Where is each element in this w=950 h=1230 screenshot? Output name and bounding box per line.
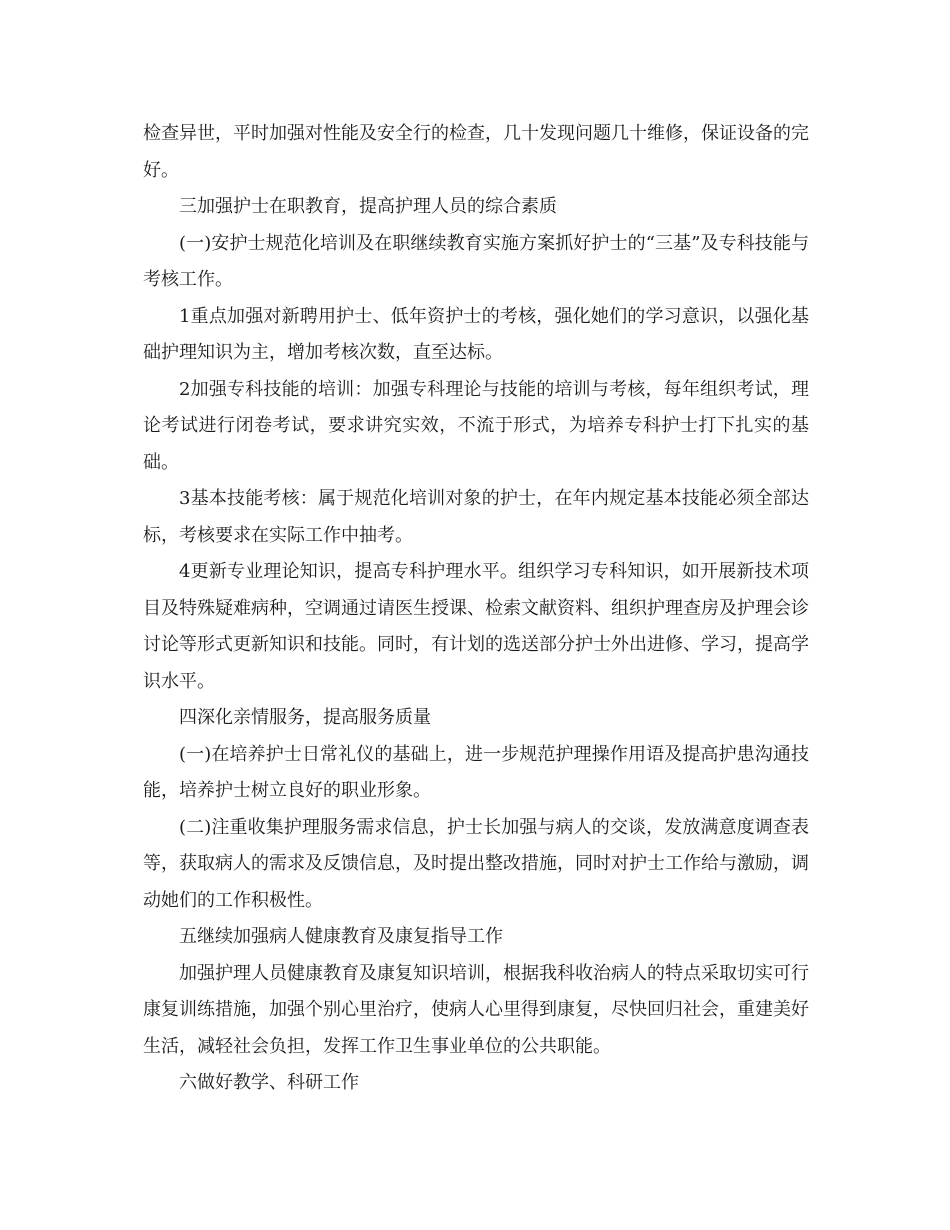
paragraph-item-4: 4更新专业理论知识，提高专科护理水平。组织学习专科知识，如开展新技术项目及特殊疑难病种，空调通过请医生授课、检索文献资料、组织护理查房及护理会诊讨论等形式更新知识和技能。同时，有计划的选送部分护士外出进修、学习，提高学识水平。: [143, 561, 809, 692]
paragraph-health-education: 加强护理人员健康教育及康复知识培训，根据我科收治病人的特点采取切实可行康复训练措施，加强个别心里治疗，使病人心里得到康复，尽快回归社会，重建美好生活，减轻社会负担，发挥工作卫生事业单位的公共职能。: [143, 962, 809, 1057]
heading-section-four: 四深化亲情服务，提高服务质量: [179, 707, 431, 728]
paragraph-equipment-check-end: 检查异世，平时加强对性能及安全行的检查，几十发现问题几十维修，保证设备的完好。: [143, 123, 809, 181]
document-body: [143, 116, 809, 1102]
heading-section-three: 三加强护士在职教育，提高护理人员的综合素质: [179, 196, 557, 217]
paragraph-item-2: 2加强专科技能的培训：加强专科理论与技能的培训与考核，每年组织考试，理论考试进行闭卷考试，要求讲究实效，不流于形式，为培养专科护士打下扎实的基础。: [143, 378, 809, 473]
heading-section-five: 五继续加强病人健康教育及康复指导工作: [179, 926, 503, 947]
heading-section-six: 六做好教学、科研工作: [179, 1072, 359, 1093]
paragraph-training-plan: (一)安护士规范化培训及在职继续教育实施方案抓好护士的“三基”及专科技能与考核工作。: [143, 232, 809, 290]
paragraph-feedback: (二)注重收集护理服务需求信息，护士长加强与病人的交谈，发放满意度调查表等，获取病人的需求及反馈信息，及时提出整改措施，同时对护士工作给与激励，调动她们的工作积极性。: [143, 816, 809, 911]
paragraph-item-1: 1重点加强对新聘用护士、低年资护士的考核，强化她们的学习意识，以强化基础护理知识为主，增加考核次数，直至达标。: [143, 305, 809, 363]
paragraph-item-3: 3基本技能考核：属于规范化培训对象的护士，在年内规定基本技能必须全部达标，考核要求在实际工作中抽考。: [143, 488, 809, 546]
paragraph-etiquette: (一)在培养护士日常礼仪的基础上，进一步规范护理操作用语及提高护患沟通技能，培养护士树立良好的职业形象。: [143, 743, 809, 801]
